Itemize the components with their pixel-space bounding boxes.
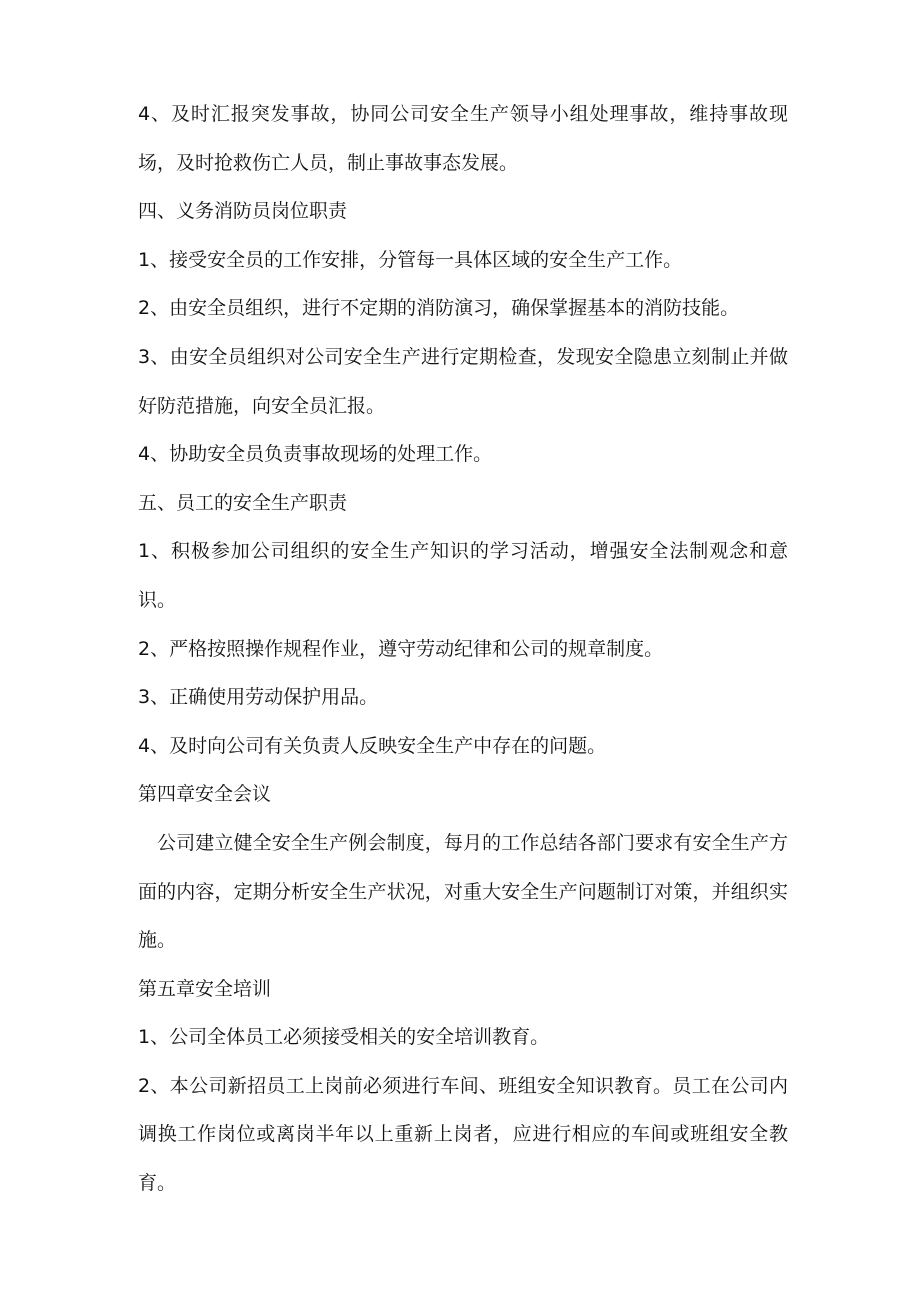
document-body bbox=[138, 90, 788, 1208]
list-item-accept-arrangement: 1、接受安全员的工作安排，分管每一具体区域的安全生产工作。 bbox=[138, 248, 683, 271]
list-item-fire-drill: 2、由安全员组织，进行不定期的消防演习，确保掌握基本的消防技能。 bbox=[138, 297, 740, 320]
list-item-new-employee-training: 2、本公司新招员工上岗前必须进行车间、班组安全知识教育。员工在公司内调换工作岗位或离岗半年以上重新上岗者，应进行相应的车间或班组安全教育。 bbox=[138, 1074, 788, 1195]
list-item-follow-procedures: 2、严格按照操作规程作业，遵守劳动纪律和公司的规章制度。 bbox=[138, 637, 664, 660]
chapter-heading-safety-training: 第五章安全培训 bbox=[138, 977, 272, 1000]
chapter-heading-safety-meeting: 第四章安全会议 bbox=[138, 783, 272, 806]
list-item-accident-scene: 4、协助安全员负责事故现场的处理工作。 bbox=[138, 443, 493, 466]
list-item-learning-activities: 1、积极参加公司组织的安全生产知识的学习活动，增强安全法制观念和意识。 bbox=[138, 540, 788, 611]
list-item-training-required: 1、公司全体员工必须接受相关的安全培训教育。 bbox=[138, 1026, 550, 1049]
list-item-report-problems: 4、及时向公司有关负责人反映安全生产中存在的问题。 bbox=[138, 734, 607, 757]
list-item-report-accident: 4、及时汇报突发事故，协同公司安全生产领导小组处理事故，维持事故现场，及时抢救伤亡人员，制止事故事态发展。 bbox=[138, 103, 788, 174]
list-item-safety-inspection: 3、由安全员组织对公司安全生产进行定期检查，发现安全隐患立刻制止并做好防范措施，向安全员汇报。 bbox=[138, 345, 788, 417]
section-heading-fire-volunteer: 四、义务消防员岗位职责 bbox=[138, 200, 348, 223]
section-heading-employee-duties: 五、员工的安全生产职责 bbox=[138, 491, 348, 514]
paragraph-safety-meeting: 公司建立健全安全生产例会制度，每月的工作总结各部门要求有安全生产方面的内容，定期分析安全生产状况，对重大安全生产问题制订对策，并组织实施。 bbox=[138, 831, 788, 952]
list-item-protective-equipment: 3、正确使用劳动保护用品。 bbox=[138, 686, 379, 709]
